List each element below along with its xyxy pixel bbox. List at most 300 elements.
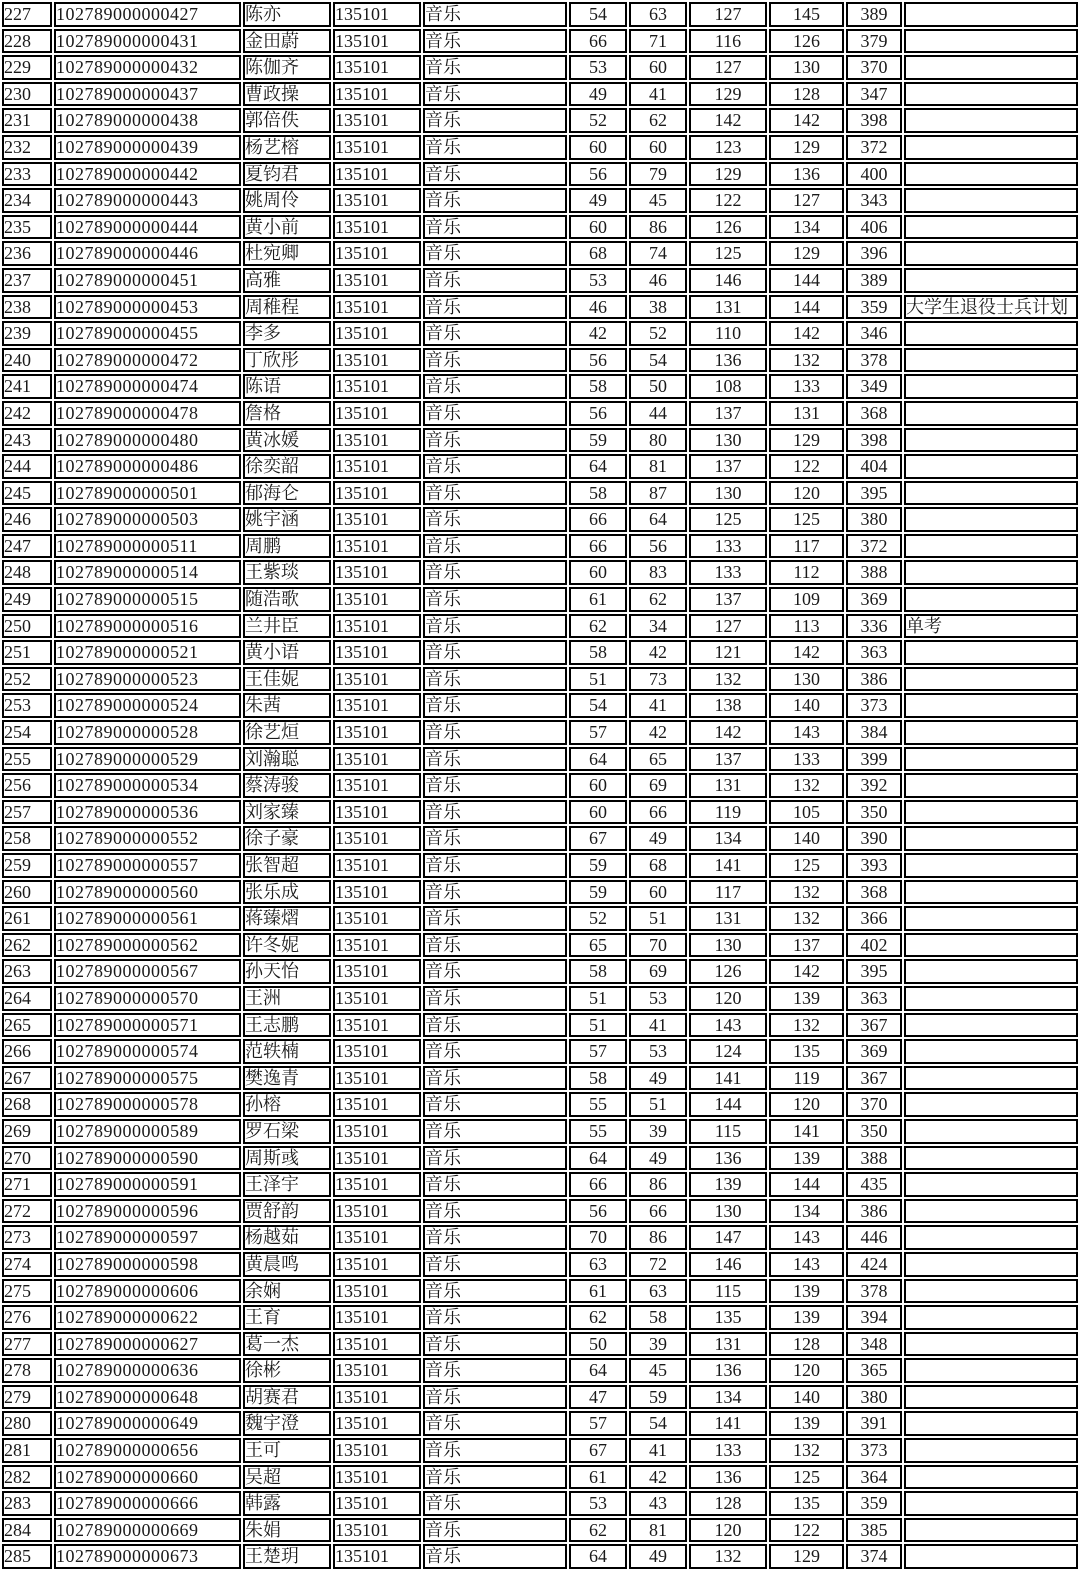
cell-remark <box>904 1225 1078 1250</box>
cell-score-4: 129 <box>769 1544 844 1569</box>
cell-score-3: 132 <box>689 667 767 692</box>
cell-score-4: 120 <box>769 1358 844 1383</box>
cell-score-2: 72 <box>629 1252 687 1277</box>
cell-remark <box>904 1438 1078 1463</box>
cell-remark <box>904 906 1078 931</box>
cell-major-name: 音乐 <box>423 1252 567 1277</box>
cell-total: 404 <box>846 454 902 479</box>
cell-remark <box>904 773 1078 798</box>
cell-name: 蒋臻熠 <box>243 906 331 931</box>
cell-total: 389 <box>846 2 902 27</box>
cell-score-3: 137 <box>689 587 767 612</box>
table-row <box>2 1358 1078 1383</box>
cell-score-3: 139 <box>689 1172 767 1197</box>
cell-score-4: 144 <box>769 268 844 293</box>
cell-major-name: 音乐 <box>423 640 567 665</box>
cell-major-code: 135101 <box>333 587 421 612</box>
table-body <box>2 2 1078 1569</box>
cell-score-3: 133 <box>689 534 767 559</box>
cell-remark <box>904 1358 1078 1383</box>
cell-name: 吴超 <box>243 1465 331 1490</box>
cell-score-2: 53 <box>629 1039 687 1064</box>
table-row <box>2 454 1078 479</box>
cell-major-name: 音乐 <box>423 1119 567 1144</box>
cell-remark <box>904 1279 1078 1304</box>
cell-score-1: 67 <box>569 826 627 851</box>
cell-score-2: 86 <box>629 1225 687 1250</box>
cell-total: 388 <box>846 560 902 585</box>
cell-remark <box>904 534 1078 559</box>
cell-score-4: 112 <box>769 560 844 585</box>
cell-major-name: 音乐 <box>423 1066 567 1091</box>
cell-remark <box>904 1465 1078 1490</box>
cell-total: 378 <box>846 1279 902 1304</box>
cell-score-1: 58 <box>569 481 627 506</box>
cell-seq: 264 <box>2 986 52 1011</box>
cell-score-1: 60 <box>569 560 627 585</box>
table-row <box>2 29 1078 54</box>
cell-seq: 276 <box>2 1305 52 1330</box>
cell-score-2: 60 <box>629 880 687 905</box>
cell-remark <box>904 1332 1078 1357</box>
cell-total: 398 <box>846 428 902 453</box>
cell-total: 367 <box>846 1066 902 1091</box>
cell-total: 406 <box>846 215 902 240</box>
cell-score-3: 131 <box>689 295 767 320</box>
cell-score-3: 136 <box>689 1146 767 1171</box>
cell-major-name: 音乐 <box>423 1039 567 1064</box>
cell-exam-id: 102789000000590 <box>54 1146 241 1171</box>
cell-score-3: 138 <box>689 693 767 718</box>
cell-score-1: 64 <box>569 747 627 772</box>
cell-score-2: 60 <box>629 55 687 80</box>
cell-score-1: 58 <box>569 374 627 399</box>
cell-seq: 278 <box>2 1358 52 1383</box>
cell-score-3: 135 <box>689 1305 767 1330</box>
cell-seq: 274 <box>2 1252 52 1277</box>
cell-score-4: 133 <box>769 747 844 772</box>
cell-exam-id: 102789000000669 <box>54 1518 241 1543</box>
cell-score-1: 60 <box>569 773 627 798</box>
cell-seq: 255 <box>2 747 52 772</box>
cell-name: 周鹏 <box>243 534 331 559</box>
cell-score-2: 41 <box>629 1013 687 1038</box>
cell-total: 368 <box>846 401 902 426</box>
cell-total: 391 <box>846 1411 902 1436</box>
cell-remark: 单考 <box>904 614 1078 639</box>
cell-name: 范轶楠 <box>243 1039 331 1064</box>
cell-exam-id: 102789000000444 <box>54 215 241 240</box>
table-row <box>2 268 1078 293</box>
cell-total: 386 <box>846 1199 902 1224</box>
cell-score-3: 116 <box>689 29 767 54</box>
cell-total: 350 <box>846 1119 902 1144</box>
cell-exam-id: 102789000000524 <box>54 693 241 718</box>
cell-score-3: 129 <box>689 162 767 187</box>
cell-major-code: 135101 <box>333 215 421 240</box>
cell-score-1: 52 <box>569 906 627 931</box>
cell-exam-id: 102789000000591 <box>54 1172 241 1197</box>
cell-score-1: 55 <box>569 1119 627 1144</box>
cell-major-name: 音乐 <box>423 826 567 851</box>
cell-score-2: 64 <box>629 507 687 532</box>
cell-exam-id: 102789000000431 <box>54 29 241 54</box>
cell-remark <box>904 933 1078 958</box>
cell-major-code: 135101 <box>333 454 421 479</box>
cell-major-name: 音乐 <box>423 135 567 160</box>
cell-score-2: 43 <box>629 1491 687 1516</box>
cell-remark <box>904 880 1078 905</box>
cell-name: 兰井臣 <box>243 614 331 639</box>
cell-name: 曹政操 <box>243 82 331 107</box>
cell-score-4: 140 <box>769 1385 844 1410</box>
cell-major-name: 音乐 <box>423 1013 567 1038</box>
cell-exam-id: 102789000000511 <box>54 534 241 559</box>
cell-major-code: 135101 <box>333 162 421 187</box>
cell-total: 402 <box>846 933 902 958</box>
table-row <box>2 959 1078 984</box>
table-row <box>2 1225 1078 1250</box>
cell-major-name: 音乐 <box>423 2 567 27</box>
cell-name: 樊逸青 <box>243 1066 331 1091</box>
cell-score-2: 53 <box>629 986 687 1011</box>
table-row <box>2 401 1078 426</box>
cell-score-3: 110 <box>689 321 767 346</box>
cell-name: 贾舒韵 <box>243 1199 331 1224</box>
cell-score-2: 79 <box>629 162 687 187</box>
cell-exam-id: 102789000000561 <box>54 906 241 931</box>
cell-score-1: 53 <box>569 55 627 80</box>
cell-score-2: 86 <box>629 1172 687 1197</box>
cell-total: 350 <box>846 800 902 825</box>
cell-score-3: 108 <box>689 374 767 399</box>
cell-total: 369 <box>846 587 902 612</box>
table-row <box>2 933 1078 958</box>
cell-name: 随浩歌 <box>243 587 331 612</box>
cell-remark <box>904 986 1078 1011</box>
cell-score-1: 70 <box>569 1225 627 1250</box>
cell-seq: 241 <box>2 374 52 399</box>
cell-score-3: 141 <box>689 1411 767 1436</box>
cell-remark <box>904 268 1078 293</box>
cell-major-code: 135101 <box>333 507 421 532</box>
cell-remark <box>904 1146 1078 1171</box>
cell-major-name: 音乐 <box>423 534 567 559</box>
cell-exam-id: 102789000000627 <box>54 1332 241 1357</box>
cell-score-2: 42 <box>629 720 687 745</box>
cell-major-name: 音乐 <box>423 1332 567 1357</box>
table-row <box>2 428 1078 453</box>
cell-score-1: 54 <box>569 2 627 27</box>
cell-score-2: 39 <box>629 1332 687 1357</box>
cell-exam-id: 102789000000528 <box>54 720 241 745</box>
cell-seq: 266 <box>2 1039 52 1064</box>
cell-score-3: 136 <box>689 1465 767 1490</box>
cell-score-4: 139 <box>769 1411 844 1436</box>
cell-major-code: 135101 <box>333 1252 421 1277</box>
cell-total: 380 <box>846 507 902 532</box>
cell-score-3: 143 <box>689 1013 767 1038</box>
cell-major-name: 音乐 <box>423 986 567 1011</box>
cell-name: 朱茜 <box>243 693 331 718</box>
cell-score-1: 59 <box>569 853 627 878</box>
cell-major-name: 音乐 <box>423 321 567 346</box>
cell-score-2: 65 <box>629 747 687 772</box>
cell-remark <box>904 1305 1078 1330</box>
cell-seq: 277 <box>2 1332 52 1357</box>
cell-exam-id: 102789000000567 <box>54 959 241 984</box>
cell-score-4: 144 <box>769 295 844 320</box>
cell-name: 刘家臻 <box>243 800 331 825</box>
cell-remark <box>904 188 1078 213</box>
cell-total: 400 <box>846 162 902 187</box>
cell-score-2: 49 <box>629 1066 687 1091</box>
cell-score-4: 130 <box>769 55 844 80</box>
cell-name: 王可 <box>243 1438 331 1463</box>
cell-major-name: 音乐 <box>423 1146 567 1171</box>
cell-score-4: 127 <box>769 188 844 213</box>
cell-major-name: 音乐 <box>423 720 567 745</box>
cell-score-2: 83 <box>629 560 687 585</box>
cell-major-name: 音乐 <box>423 614 567 639</box>
cell-seq: 259 <box>2 853 52 878</box>
cell-score-4: 132 <box>769 773 844 798</box>
cell-score-3: 134 <box>689 1385 767 1410</box>
table-row <box>2 481 1078 506</box>
cell-total: 363 <box>846 986 902 1011</box>
cell-score-3: 136 <box>689 1358 767 1383</box>
cell-score-1: 47 <box>569 1385 627 1410</box>
cell-score-1: 59 <box>569 880 627 905</box>
cell-score-4: 144 <box>769 1172 844 1197</box>
cell-score-3: 127 <box>689 614 767 639</box>
cell-seq: 269 <box>2 1119 52 1144</box>
cell-major-code: 135101 <box>333 1465 421 1490</box>
cell-remark <box>904 747 1078 772</box>
cell-score-1: 61 <box>569 1279 627 1304</box>
cell-seq: 257 <box>2 800 52 825</box>
cell-score-2: 73 <box>629 667 687 692</box>
cell-score-2: 60 <box>629 135 687 160</box>
cell-score-2: 58 <box>629 1305 687 1330</box>
cell-exam-id: 102789000000552 <box>54 826 241 851</box>
cell-seq: 267 <box>2 1066 52 1091</box>
cell-total: 435 <box>846 1172 902 1197</box>
cell-seq: 236 <box>2 241 52 266</box>
cell-total: 367 <box>846 1013 902 1038</box>
cell-seq: 243 <box>2 428 52 453</box>
table-row <box>2 747 1078 772</box>
table-row <box>2 1491 1078 1516</box>
cell-score-4: 132 <box>769 880 844 905</box>
cell-score-1: 49 <box>569 82 627 107</box>
cell-seq: 285 <box>2 1544 52 1569</box>
cell-seq: 235 <box>2 215 52 240</box>
cell-major-name: 音乐 <box>423 1305 567 1330</box>
cell-score-2: 69 <box>629 959 687 984</box>
cell-major-code: 135101 <box>333 1518 421 1543</box>
cell-exam-id: 102789000000596 <box>54 1199 241 1224</box>
cell-major-code: 135101 <box>333 1385 421 1410</box>
cell-remark <box>904 720 1078 745</box>
cell-exam-id: 102789000000622 <box>54 1305 241 1330</box>
cell-exam-id: 102789000000666 <box>54 1491 241 1516</box>
cell-exam-id: 102789000000503 <box>54 507 241 532</box>
cell-exam-id: 102789000000432 <box>54 55 241 80</box>
cell-major-name: 音乐 <box>423 268 567 293</box>
cell-major-code: 135101 <box>333 747 421 772</box>
cell-exam-id: 102789000000478 <box>54 401 241 426</box>
cell-major-name: 音乐 <box>423 773 567 798</box>
cell-name: 张乐成 <box>243 880 331 905</box>
cell-exam-id: 102789000000656 <box>54 1438 241 1463</box>
cell-score-1: 56 <box>569 348 627 373</box>
cell-score-1: 63 <box>569 1252 627 1277</box>
cell-score-2: 51 <box>629 1092 687 1117</box>
cell-score-2: 87 <box>629 481 687 506</box>
table-row <box>2 800 1078 825</box>
cell-major-code: 135101 <box>333 82 421 107</box>
cell-score-1: 56 <box>569 401 627 426</box>
cell-name: 周稚程 <box>243 295 331 320</box>
table-row <box>2 374 1078 399</box>
cell-major-code: 135101 <box>333 826 421 851</box>
cell-score-3: 131 <box>689 1332 767 1357</box>
cell-total: 396 <box>846 241 902 266</box>
table-row <box>2 1119 1078 1144</box>
cell-major-code: 135101 <box>333 1411 421 1436</box>
table-row <box>2 108 1078 133</box>
cell-score-4: 128 <box>769 82 844 107</box>
cell-major-code: 135101 <box>333 800 421 825</box>
cell-score-3: 124 <box>689 1039 767 1064</box>
cell-seq: 265 <box>2 1013 52 1038</box>
cell-major-name: 音乐 <box>423 82 567 107</box>
cell-score-1: 61 <box>569 587 627 612</box>
cell-score-2: 86 <box>629 215 687 240</box>
cell-score-4: 140 <box>769 826 844 851</box>
cell-score-2: 52 <box>629 321 687 346</box>
cell-score-3: 147 <box>689 1225 767 1250</box>
cell-major-name: 音乐 <box>423 1199 567 1224</box>
cell-score-4: 135 <box>769 1039 844 1064</box>
cell-score-3: 125 <box>689 507 767 532</box>
cell-score-4: 134 <box>769 1199 844 1224</box>
cell-score-1: 64 <box>569 1544 627 1569</box>
cell-total: 373 <box>846 1438 902 1463</box>
cell-name: 朱娟 <box>243 1518 331 1543</box>
cell-remark <box>904 1252 1078 1277</box>
cell-major-code: 135101 <box>333 1279 421 1304</box>
cell-major-name: 音乐 <box>423 560 567 585</box>
cell-score-2: 63 <box>629 1279 687 1304</box>
cell-major-code: 135101 <box>333 560 421 585</box>
cell-score-4: 122 <box>769 1518 844 1543</box>
cell-score-1: 62 <box>569 1518 627 1543</box>
cell-exam-id: 102789000000442 <box>54 162 241 187</box>
cell-remark <box>904 1385 1078 1410</box>
cell-seq: 239 <box>2 321 52 346</box>
cell-major-code: 135101 <box>333 959 421 984</box>
cell-total: 366 <box>846 906 902 931</box>
cell-major-name: 音乐 <box>423 906 567 931</box>
cell-exam-id: 102789000000523 <box>54 667 241 692</box>
table-row <box>2 1039 1078 1064</box>
cell-score-3: 137 <box>689 747 767 772</box>
cell-name: 孙榕 <box>243 1092 331 1117</box>
cell-total: 384 <box>846 720 902 745</box>
cell-score-4: 129 <box>769 241 844 266</box>
cell-score-4: 125 <box>769 853 844 878</box>
cell-total: 372 <box>846 534 902 559</box>
cell-exam-id: 102789000000571 <box>54 1013 241 1038</box>
cell-total: 395 <box>846 481 902 506</box>
cell-exam-id: 102789000000438 <box>54 108 241 133</box>
cell-exam-id: 102789000000501 <box>54 481 241 506</box>
cell-remark <box>904 162 1078 187</box>
cell-score-2: 54 <box>629 348 687 373</box>
cell-score-1: 51 <box>569 1013 627 1038</box>
cell-name: 夏钧君 <box>243 162 331 187</box>
table-row <box>2 853 1078 878</box>
cell-score-2: 71 <box>629 29 687 54</box>
cell-major-code: 135101 <box>333 241 421 266</box>
cell-seq: 256 <box>2 773 52 798</box>
cell-name: 高雅 <box>243 268 331 293</box>
cell-name: 杨越茹 <box>243 1225 331 1250</box>
cell-seq: 237 <box>2 268 52 293</box>
cell-name: 余娴 <box>243 1279 331 1304</box>
cell-score-3: 121 <box>689 640 767 665</box>
cell-score-3: 128 <box>689 1491 767 1516</box>
cell-exam-id: 102789000000589 <box>54 1119 241 1144</box>
cell-seq: 230 <box>2 82 52 107</box>
cell-exam-id: 102789000000515 <box>54 587 241 612</box>
cell-score-4: 145 <box>769 2 844 27</box>
cell-major-code: 135101 <box>333 1438 421 1463</box>
cell-major-name: 音乐 <box>423 853 567 878</box>
cell-score-2: 41 <box>629 82 687 107</box>
cell-score-4: 142 <box>769 321 844 346</box>
cell-score-4: 109 <box>769 587 844 612</box>
cell-score-4: 139 <box>769 1146 844 1171</box>
cell-score-4: 133 <box>769 374 844 399</box>
table-row <box>2 1411 1078 1436</box>
cell-major-code: 135101 <box>333 853 421 878</box>
cell-seq: 249 <box>2 587 52 612</box>
cell-score-4: 142 <box>769 959 844 984</box>
cell-name: 王育 <box>243 1305 331 1330</box>
cell-major-code: 135101 <box>333 1172 421 1197</box>
cell-major-name: 音乐 <box>423 55 567 80</box>
cell-major-code: 135101 <box>333 773 421 798</box>
cell-seq: 250 <box>2 614 52 639</box>
cell-exam-id: 102789000000480 <box>54 428 241 453</box>
cell-score-4: 140 <box>769 693 844 718</box>
cell-major-code: 135101 <box>333 534 421 559</box>
cell-score-4: 139 <box>769 1305 844 1330</box>
cell-score-4: 130 <box>769 667 844 692</box>
cell-score-1: 51 <box>569 986 627 1011</box>
cell-major-code: 135101 <box>333 374 421 399</box>
cell-name: 徐子豪 <box>243 826 331 851</box>
cell-score-3: 127 <box>689 55 767 80</box>
cell-score-3: 137 <box>689 401 767 426</box>
cell-name: 陈亦 <box>243 2 331 27</box>
cell-remark <box>904 1092 1078 1117</box>
cell-major-code: 135101 <box>333 29 421 54</box>
cell-major-code: 135101 <box>333 321 421 346</box>
